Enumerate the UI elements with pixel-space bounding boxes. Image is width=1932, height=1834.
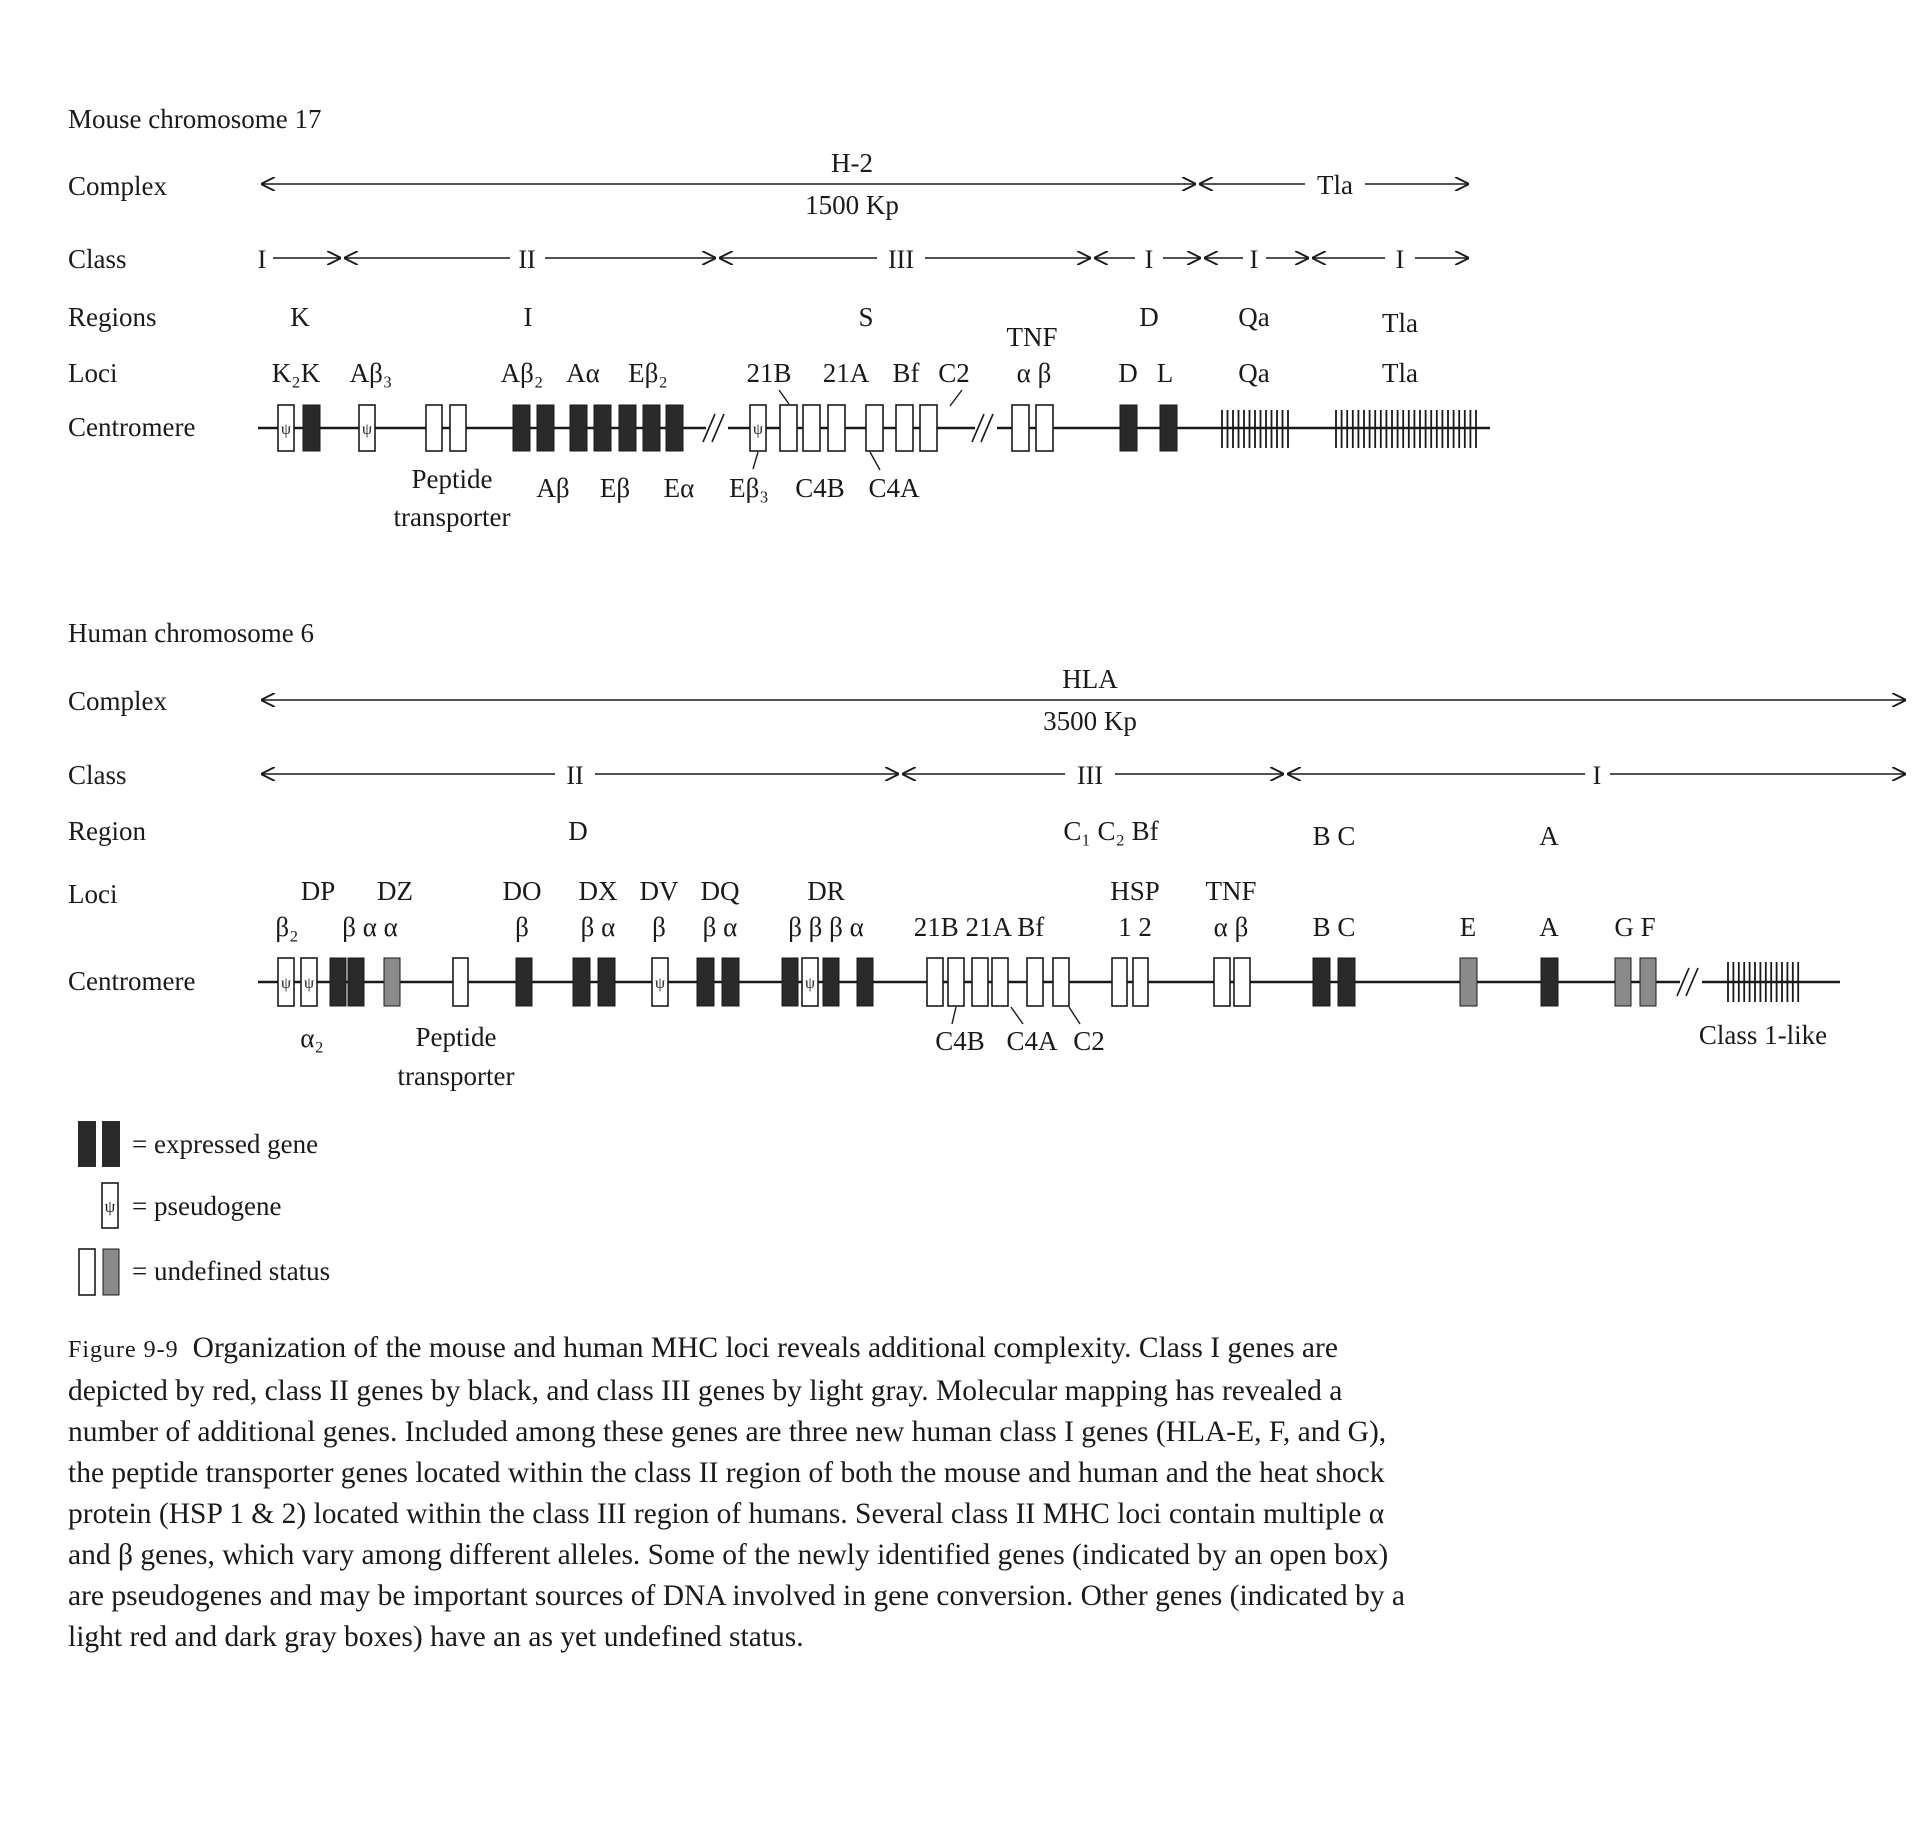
gene-tnfa-h [1214, 958, 1230, 1006]
mouse-region-qa: Qa [1238, 302, 1270, 332]
legend-pseudogene-icon [102, 1183, 118, 1228]
gene-b [1313, 958, 1330, 1006]
human-label-loci: Loci [68, 879, 118, 909]
locus-ea: Eα [663, 473, 695, 503]
locus-a: A [1539, 912, 1559, 942]
gene-dr-b3 [823, 958, 839, 1006]
gene-tnfa [1012, 405, 1029, 451]
gene-do-b [516, 958, 532, 1006]
locus-eb2: Eβ₂ [628, 358, 668, 388]
locus-tla: Tla [1382, 358, 1418, 388]
locus-bf: Bf [892, 358, 920, 388]
label-peptide: Peptide [411, 464, 493, 494]
gene-dx-b [573, 958, 590, 1006]
locus-gf: G F [1614, 912, 1656, 942]
caption-text: Organization of the mouse and human MHC loci reveals additional complexity. Class I genes are depicted by red, class II genes by black, and class III genes by light gray. Molecular mapping has revealed a number of additional genes. Included among these genes are three new human class I genes (HLA-E, F, and G), the peptide transporter genes located within the class II region of both the mouse and human and the heat shock protein (HSP 1 & 2) located within the class III region of humans. Several class II MHC loci contain multiple α and β genes, which vary among different alleles. Some of the newly identified genes (indicated by an open box) are pseudogenes and may be important sources of DNA involved in gene conversion. Other genes (indicated by a light red and dark gray boxes) have an as yet undefined status. [68, 1332, 1405, 1653]
mouse-class-6: I [1395, 245, 1405, 274]
human-leader-lines [952, 1007, 1080, 1024]
gene-c2 [920, 405, 937, 451]
gene-c4a-h [992, 958, 1008, 1006]
locus-d: D [1118, 358, 1138, 388]
locus-dq-sub: β α [702, 912, 738, 942]
locus-hsp: HSP [1110, 876, 1160, 906]
pseudogene-icon: ψ [654, 975, 666, 992]
locus-dv: DV [639, 876, 679, 906]
pseudogene-icon: ψ [280, 975, 292, 992]
mouse-region-s: S [858, 302, 874, 332]
gene-hsp1 [1112, 958, 1127, 1006]
mouse-h2-size: 1500 Kp [805, 190, 899, 220]
gene-tnfb [1036, 405, 1053, 451]
locus-tnf-h: TNF [1205, 876, 1257, 906]
locus-do: DO [502, 876, 542, 906]
locus-c2-h: C2 [1073, 1026, 1105, 1056]
gene-aa [570, 405, 587, 451]
locus-dv-sub: β [652, 912, 666, 942]
human-region-d: D [568, 816, 588, 846]
gene-c4a [866, 405, 883, 451]
gene-peptide-1 [426, 405, 442, 451]
gene-dz-a2 [384, 958, 400, 1006]
human-label-complex: Complex [68, 686, 167, 716]
mouse-title: Mouse chromosome 17 [68, 104, 322, 134]
locus-eb: Eβ [599, 473, 631, 503]
gene-c [1338, 958, 1355, 1006]
gene-c4b [803, 405, 820, 451]
gene-21a [828, 405, 845, 451]
pseudogene-icon: ψ [303, 975, 315, 992]
gene-c2-h [1053, 958, 1069, 1006]
locus-c4a: C4A [868, 473, 920, 503]
gene-dz-b [330, 958, 346, 1006]
label-peptide-h: Peptide [415, 1022, 497, 1052]
mouse-label-loci: Loci [68, 358, 118, 388]
pseudogene-icon: ψ [280, 421, 292, 438]
legend-undefined-icon [79, 1249, 119, 1295]
gene-dz-a [348, 958, 364, 1006]
human-class-2: II [566, 761, 584, 790]
gene-21b-h [927, 958, 943, 1006]
mouse-region-i: I [523, 302, 533, 332]
gene-d [1120, 405, 1137, 451]
mouse-class-3: III [888, 245, 914, 274]
locus-hsp-sub: 1 2 [1118, 912, 1152, 942]
svg-text:ψ: ψ [104, 1197, 116, 1216]
mouse-class-4: I [1144, 245, 1154, 274]
locus-do-sub: β [515, 912, 529, 942]
locus-ab: Aβ [536, 473, 570, 503]
figure-caption [68, 1328, 1408, 1658]
locus-l: L [1156, 358, 1174, 388]
legend [78, 1121, 330, 1295]
mouse-region-tla: Tla [1382, 308, 1418, 338]
mouse-h2-name: H-2 [831, 148, 873, 178]
mouse-class-5: I [1249, 245, 1259, 274]
gene-peptide-h [453, 958, 468, 1006]
locus-tnf: TNF [1006, 322, 1058, 352]
locus-c4a-h: C4A [1006, 1026, 1058, 1056]
gene-dx-a [598, 958, 615, 1006]
gene-hsp2 [1133, 958, 1148, 1006]
human-label-class: Class [68, 760, 127, 790]
locus-dx-sub: β α [580, 912, 616, 942]
gene-eb [619, 405, 636, 451]
gene-ab2 [513, 405, 530, 451]
human-label-region: Region [68, 816, 146, 846]
gene-l [1160, 405, 1177, 451]
locus-k2k: K₂K [271, 358, 321, 388]
locus-c2: C2 [938, 358, 970, 388]
locus-tnf-sub: α β [1213, 912, 1249, 942]
mouse-region-k: K [290, 302, 310, 332]
mouse-class-1: I [257, 245, 267, 274]
gene-e [1460, 958, 1477, 1006]
mouse-loci-bottom [394, 464, 920, 532]
locus-21a: 21A [822, 358, 870, 388]
gene-21b [780, 405, 797, 451]
locus-cls3: 21B 21A Bf [913, 912, 1045, 942]
mouse-tla-complex: Tla [1317, 170, 1353, 200]
mouse-region-d: D [1139, 302, 1159, 332]
gene-bf-h [1027, 958, 1043, 1006]
locus-21b: 21B [746, 358, 792, 388]
gene-a [1541, 958, 1558, 1006]
human-hla-size: 3500 Kp [1043, 706, 1137, 736]
label-transporter: transporter [393, 502, 511, 532]
locus-a2: α₂ [300, 1023, 324, 1053]
locus-dz: DZ [377, 876, 413, 906]
legend-undefined-label: = undefined status [132, 1256, 331, 1286]
locus-dq: DQ [700, 876, 740, 906]
mouse-label-class: Class [68, 244, 127, 274]
locus-bc: B C [1312, 912, 1356, 942]
human-class-1: I [1592, 761, 1602, 790]
locus-dp: DP [300, 876, 336, 906]
caption-label: Figure 9-9 [68, 1337, 179, 1363]
gene-peptide-2 [450, 405, 466, 451]
human-label-centromere: Centromere [68, 966, 196, 996]
locus-tnf-ab: α β [1016, 358, 1052, 388]
locus-dr-sub: β β β α [788, 912, 864, 942]
pseudogene-icon: ψ [361, 421, 373, 438]
human-hla-name: HLA [1062, 664, 1118, 694]
legend-expressed-label: = expressed gene [132, 1129, 319, 1159]
human-region-c1c2bf: C₁ C₂ Bf [1063, 816, 1159, 846]
locus-qa: Qa [1238, 358, 1270, 388]
label-transporter-h: transporter [397, 1061, 515, 1091]
locus-dz-sub: β α α [342, 912, 398, 942]
human-loci-top [275, 876, 1655, 942]
human-region-a: A [1539, 821, 1559, 851]
gene-k [303, 405, 320, 451]
gene-dq-a [722, 958, 739, 1006]
locus-dp-sub: β₂ [275, 912, 299, 942]
pseudogene-icon: ψ [752, 421, 764, 438]
human-title: Human chromosome 6 [68, 618, 314, 648]
locus-c4b: C4B [795, 473, 845, 503]
locus-dx: DX [578, 876, 618, 906]
gene-dr-b1 [782, 958, 798, 1006]
gene-bf [896, 405, 913, 451]
gene-ab [537, 405, 554, 451]
gene-f [1640, 958, 1656, 1006]
gene-eb-2 [643, 405, 660, 451]
locus-ab3: Aβ₃ [349, 358, 393, 388]
mouse-label-complex: Complex [68, 171, 167, 201]
gene-21a-h [972, 958, 988, 1006]
label-class1like: Class 1-like [1698, 1020, 1828, 1050]
locus-aa: Aα [566, 358, 600, 388]
pseudogene-icon: ψ [804, 975, 816, 992]
locus-dr: DR [807, 876, 845, 906]
legend-pseudogene-label: = pseudogene [132, 1191, 282, 1221]
gene-dq-b [697, 958, 714, 1006]
locus-e: E [1459, 912, 1477, 942]
human-chromosome [258, 968, 1840, 996]
gene-c4b-h [948, 958, 964, 1006]
human-loci-bottom [300, 1020, 1827, 1091]
mouse-label-centromere: Centromere [68, 412, 196, 442]
locus-c4b-h: C4B [935, 1026, 985, 1056]
legend-expressed-icon [78, 1121, 120, 1167]
gene-eb2 [594, 405, 611, 451]
gene-tnfb-h [1234, 958, 1250, 1006]
human-region-bc: B C [1312, 821, 1356, 851]
mouse-label-regions: Regions [68, 302, 157, 332]
gene-g [1615, 958, 1631, 1006]
gene-ea [666, 405, 683, 451]
locus-eb3: Eβ₃ [729, 473, 769, 503]
gene-dr-a [857, 958, 873, 1006]
locus-ab2: Aβ₂ [500, 358, 544, 388]
mouse-class-2: II [518, 245, 536, 274]
human-class-3: III [1077, 761, 1103, 790]
